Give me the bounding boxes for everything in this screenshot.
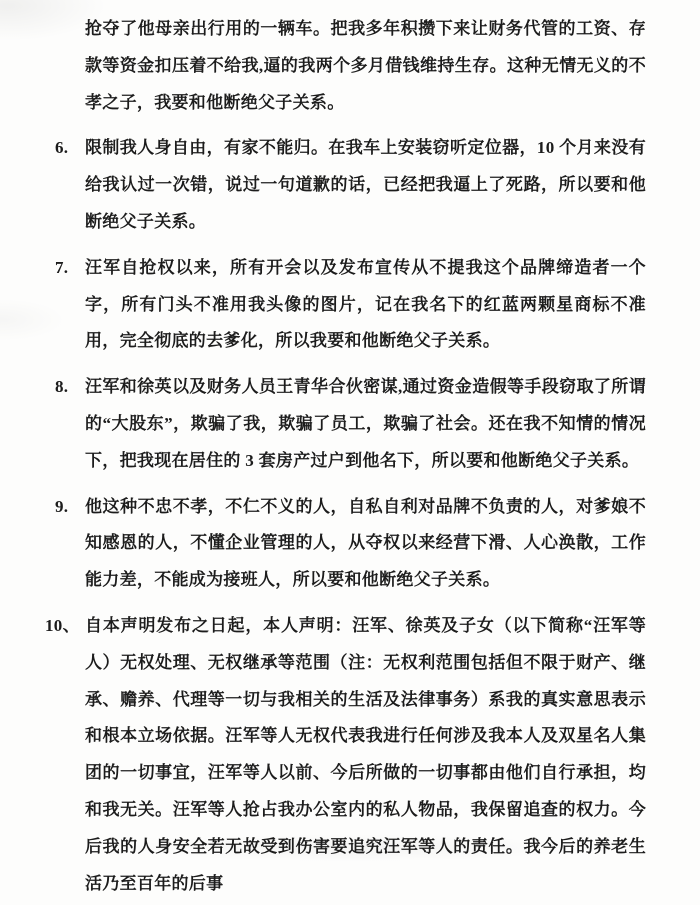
- item-text: 汪军自抢权以来，所有开会以及发布宣传从不提我这个品牌缔造者一个字，所有门头不准用我头像的图片，记在我名下的红蓝两颗星商标不准用，完全彻底的去爹化，所以我要和他断绝父子关系。: [85, 257, 646, 351]
- item-text: 汪军和徐英以及财务人员王青华合伙密谋,通过资金造假等手段窃取了所谓的“大股东”，欺骗了我，欺骗了员工，欺骗了社会。还在我不知情的情况下，把我现在居住的 3 套房产过户到他名下，所以要和他断绝父子关系。: [85, 377, 646, 470]
- item-number: 6.: [55, 138, 69, 158]
- list-item-9: [55, 489, 646, 599]
- continuation-paragraph: 抢夺了他母亲出行用的一辆车。把我多年积攒下来让财务代管的工资、存款等资金扣压着不给我,逼的我两个多月借钱维持生存。这种无情无义的不孝之子，我要和他断绝父子关系。: [85, 19, 646, 112]
- list-item-6: [55, 130, 646, 240]
- list-item-10: [45, 608, 646, 902]
- declaration-text-block: [0, 11, 700, 911]
- item-number: 10、: [45, 615, 80, 635]
- item-number: 8.: [55, 377, 69, 397]
- item-text: 自本声明发布之日起，本人声明：汪军、徐英及子女（以下简称“汪军等人）无权处理、无权继承等范围（注：无权利范围包括但不限于财产、继承、赡养、代理等一切与我相关的生活及法律事务）系我的真实意思表示和根本立场依据。汪军等人无权代表我进行任何涉及我本人及双星名人集团的一切事宜，汪军等人以前、今后所做的一切事都由他们自行承担，均和我无关。汪军等人抢占我办公室内的私人物品，我保留追查的权力。今后我的人身安全若无故受到伤害要追究汪军等人的责任。我今后的养老生活乃至百年的后事: [85, 615, 646, 893]
- item-text: 他这种不忠不孝，不仁不义的人，自私自利对品牌不负责的人，对爹娘不知感恩的人，不懂企业管理的人，从夺权以来经营下滑、人心涣散，工作能力差，不能成为接班人，所以要和他断绝父子关系。: [85, 496, 646, 590]
- item-number: 9.: [55, 496, 69, 516]
- item-text: 限制我人身自由，有家不能归。在我车上安装窃听定位器，10 个月来没有给我认过一次错，说过一句道歉的话，已经把我逼上了死路，所以要和他断绝父子关系。: [85, 138, 646, 231]
- list-item-8: [55, 369, 646, 479]
- list-item-7: [55, 250, 646, 360]
- item-number: 7.: [55, 257, 69, 277]
